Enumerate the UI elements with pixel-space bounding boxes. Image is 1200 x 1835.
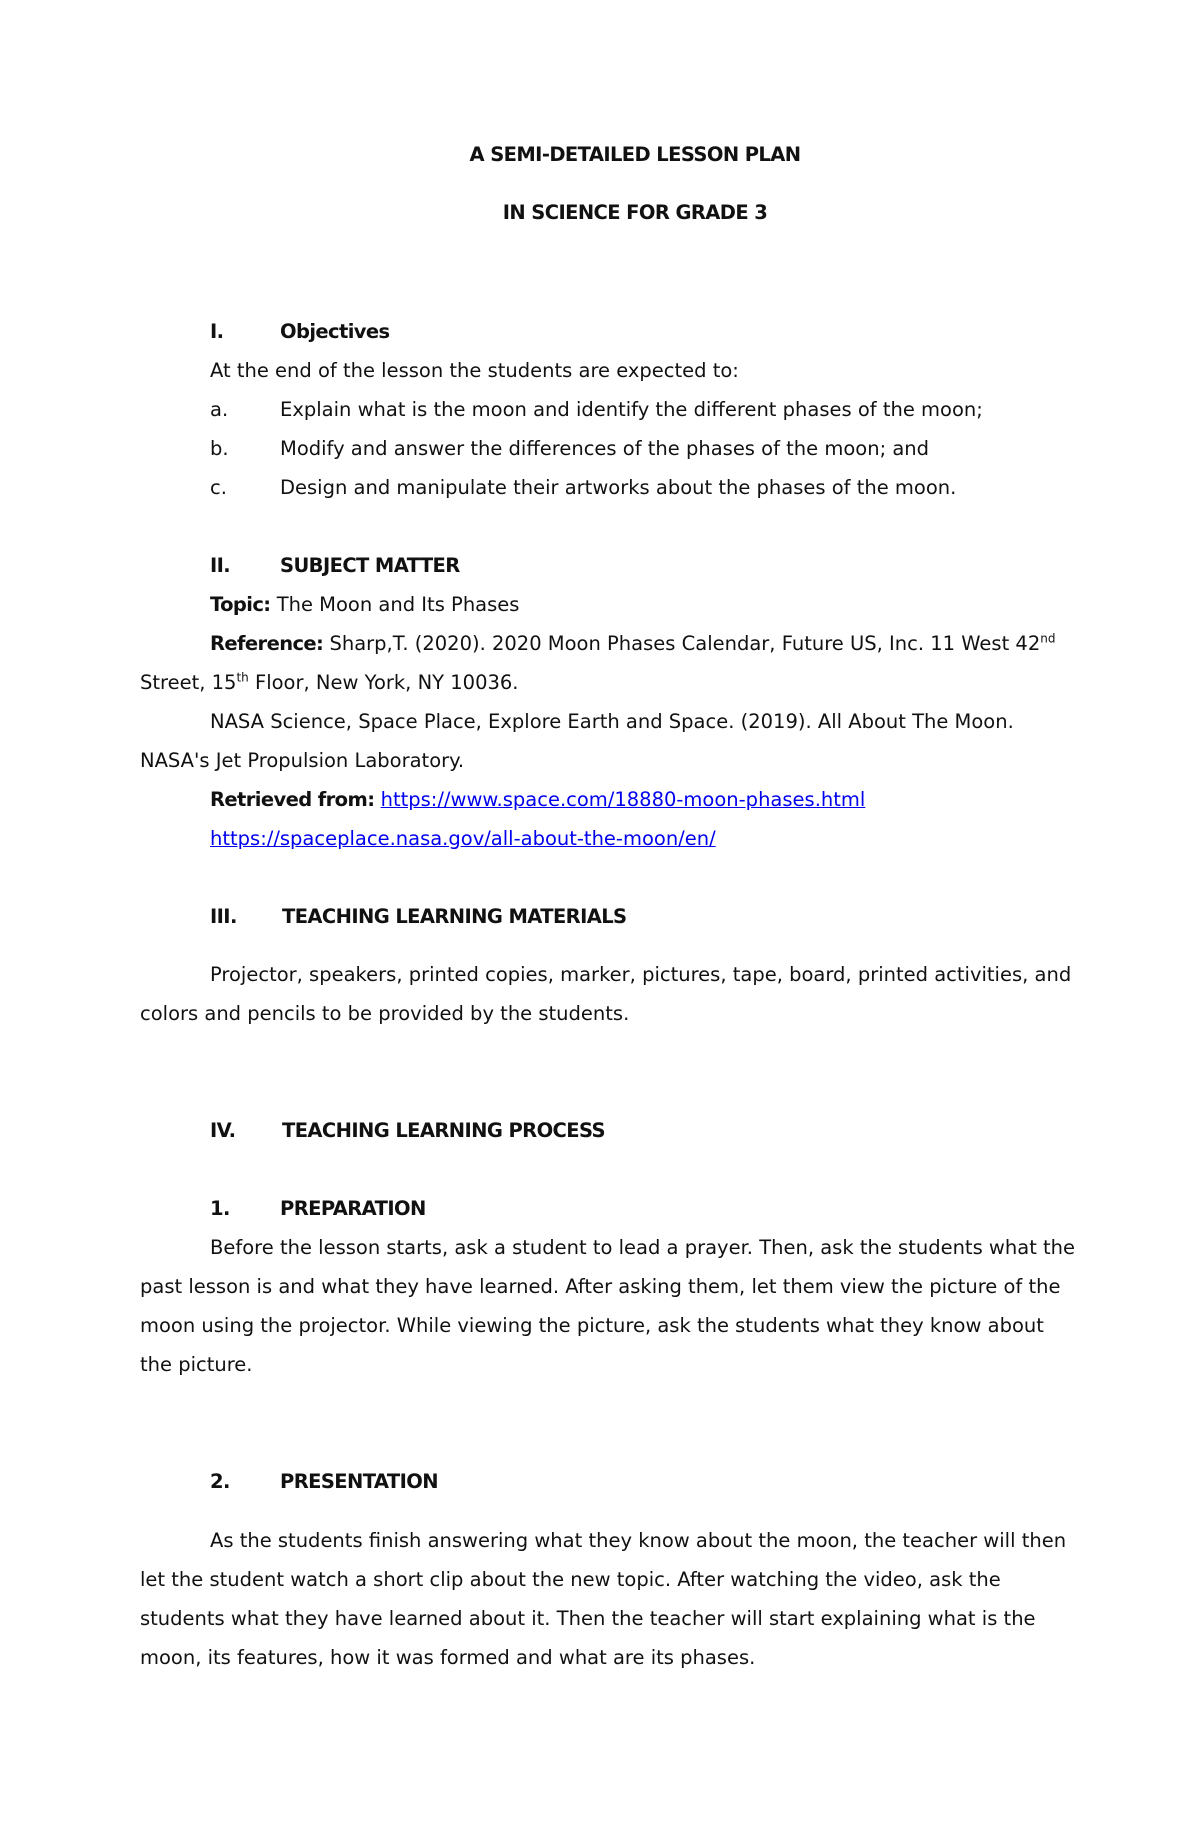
reference-line-2-pre: Street, 15 <box>140 671 237 694</box>
presentation-heading: PRESENTATION <box>280 1470 438 1493</box>
presentation-line-1: As the students finish answering what they know about the moon, the teacher will then <box>210 1529 1067 1552</box>
nasa-link-line <box>210 827 716 851</box>
retrieved-line <box>210 788 865 812</box>
materials-line-1: Projector, speakers, printed copies, marker, pictures, tape, board, printed activities, and <box>210 963 1072 986</box>
objective-item-b: Modify and answer the differences of the phases of the moon; and <box>280 437 930 460</box>
spaceplace-nasa-link[interactable]: https://spaceplace.nasa.gov/all-about-the-moon/en/ <box>210 827 716 850</box>
reference-line-2-post: Floor, New York, NY 10036. <box>248 671 519 694</box>
presentation-line-2: let the student watch a short clip about the new topic. After watching the video, ask the <box>140 1568 1001 1591</box>
materials-numeral: III. <box>210 905 237 928</box>
reference-superscript-th: th <box>236 670 249 685</box>
preparation-line-4: the picture. <box>140 1353 253 1376</box>
reference-superscript-nd: nd <box>1040 631 1056 646</box>
subject-matter-numeral: II. <box>210 554 231 577</box>
presentation-line-3: students what they have learned about it. Then the teacher will start explaining what is the <box>140 1607 1036 1630</box>
title-line-1: A SEMI-DETAILED LESSON PLAN <box>469 143 801 166</box>
preparation-line-2: past lesson is and what they have learned. After asking them, let them view the picture of the <box>140 1275 1061 1298</box>
presentation-line-4: moon, its features, how it was formed and what are its phases. <box>140 1646 756 1669</box>
objectives-numeral: I. <box>210 320 224 343</box>
preparation-number: 1. <box>210 1197 230 1220</box>
title-line-2: IN SCIENCE FOR GRADE 3 <box>502 201 768 224</box>
presentation-number: 2. <box>210 1470 230 1493</box>
topic-value: The Moon and Its Phases <box>270 593 520 616</box>
process-numeral: IV. <box>210 1119 236 1142</box>
nasa-reference-line-2: NASA's Jet Propulsion Laboratory. <box>140 749 465 772</box>
preparation-line-3: moon using the projector. While viewing the picture, ask the students what they know about <box>140 1314 1044 1337</box>
topic-label: Topic: <box>210 593 271 616</box>
process-heading: TEACHING LEARNING PROCESS <box>282 1119 605 1142</box>
reference-line <box>210 632 1055 656</box>
objectives-intro: At the end of the lesson the students are expected to: <box>210 359 739 382</box>
topic-line <box>210 593 519 617</box>
retrieved-label: Retrieved from: <box>210 788 375 811</box>
preparation-line-1: Before the lesson starts, ask a student to lead a prayer. Then, ask the students what the <box>210 1236 1076 1259</box>
objective-marker-b: b. <box>210 437 229 460</box>
space-com-link[interactable]: https://www.space.com/18880-moon-phases.html <box>380 788 866 811</box>
objective-item-c: Design and manipulate their artworks about the phases of the moon. <box>280 476 957 499</box>
materials-heading: TEACHING LEARNING MATERIALS <box>282 905 627 928</box>
preparation-heading: PREPARATION <box>280 1197 426 1220</box>
materials-line-2: colors and pencils to be provided by the students. <box>140 1002 630 1025</box>
reference-label: Reference: <box>210 632 324 655</box>
objective-item-a: Explain what is the moon and identify the different phases of the moon; <box>280 398 983 421</box>
objective-marker-c: c. <box>210 476 227 499</box>
reference-text: Sharp,T. (2020). 2020 Moon Phases Calendar, Future US, Inc. 11 West 42 <box>323 632 1041 655</box>
subject-matter-heading: SUBJECT MATTER <box>280 554 460 577</box>
nasa-reference-line-1: NASA Science, Space Place, Explore Earth and Space. (2019). All About The Moon. <box>210 710 1014 733</box>
objective-marker-a: a. <box>210 398 229 421</box>
reference-line-2 <box>140 671 519 695</box>
objectives-heading: Objectives <box>280 320 390 343</box>
